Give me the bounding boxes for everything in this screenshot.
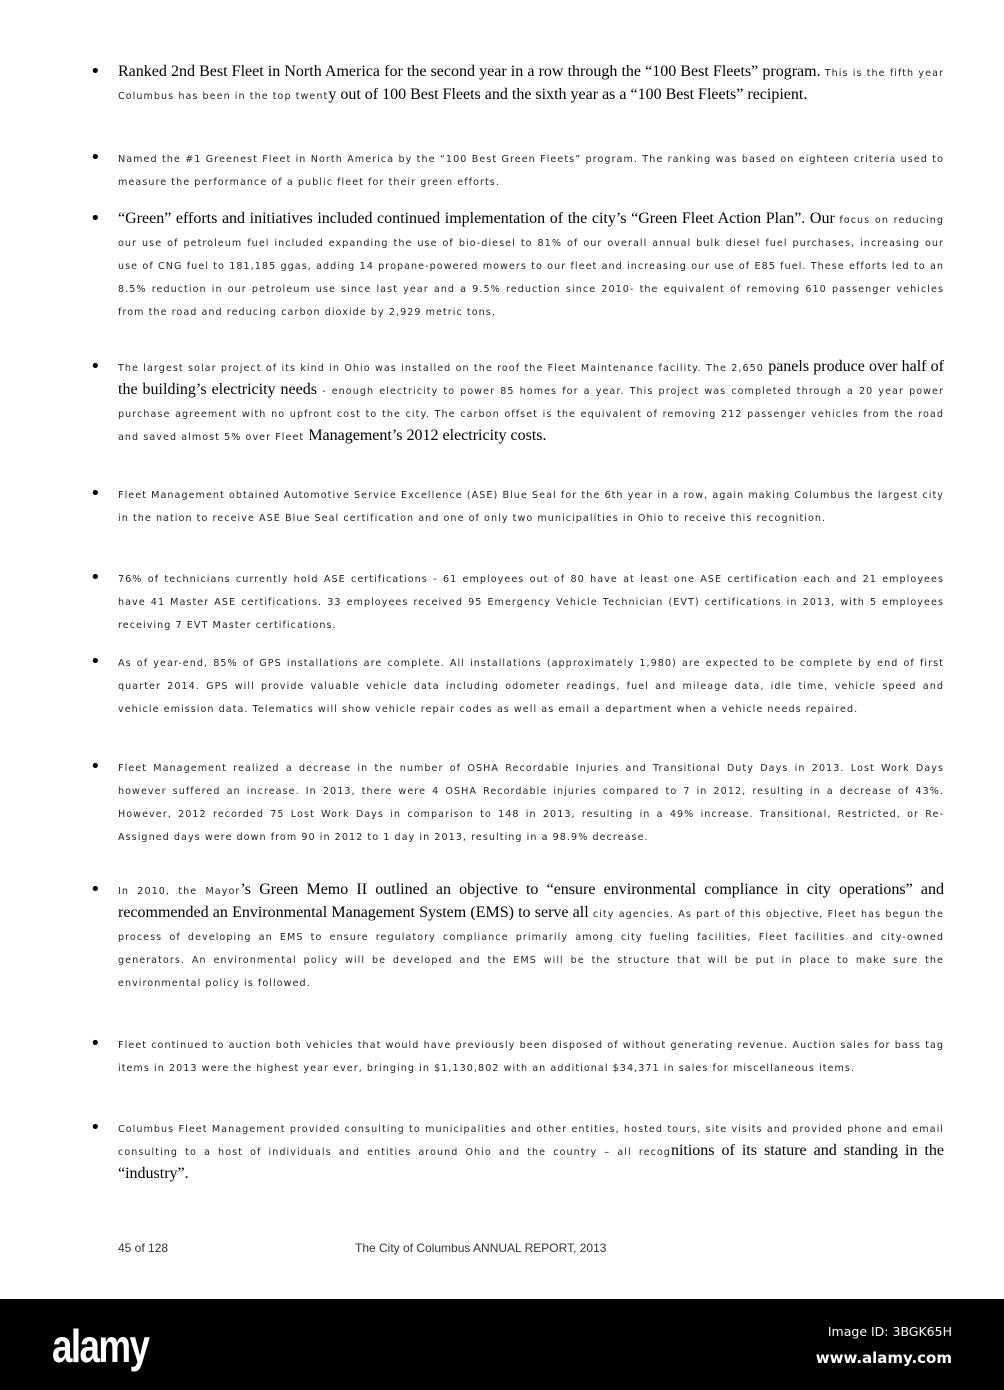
text: Management’s 2012 electricity costs. [308, 427, 547, 444]
list-item [118, 567, 944, 636]
page-number: 45 of 128 [118, 1241, 169, 1255]
text: “Green” efforts and initiatives included continued implementation of the city’s “Green Fleet Action Plan”. Our [118, 210, 840, 227]
text: Ranked 2nd Best Fleet in North America for the second year in a row through the “100 Best Fleets” program. [118, 63, 825, 80]
text: Named the #1 Greenest Fleet in North America by the “100 Best Green Fleets” program. The ranking was based on eighteen criteria used to measure the performance of a public fleet for their green efforts. [118, 154, 944, 188]
text: nitions of its stature and standing in the “industry”. [118, 1142, 945, 1182]
text: Columbus Fleet Management provided consulting to municipalities and other entities, hosted tours, site visits and provided phone and email consulting to a host of individuals and entities around Ohio and the country – all recog [118, 1124, 944, 1158]
text: focus on reducing our use of petroleum fuel included expanding the use of bio-diesel to 81% of our overall annual bulk diesel fuel purchases, increasing our use of CNG fuel to 181,185 ggas, adding 14 propane-powered mowers to our fleet and increasing our use of E85 fuel. These efforts led to an 8.5% reduction in our petroleum use since last year and a 9.5% reduction since 2010- the equivalent of removing 610 passenger vehicles from the road and reducing carbon dioxide by 2,929 metric tons. [118, 215, 944, 318]
image-id: Image ID: 3BGK65H [827, 1324, 952, 1339]
text: The largest solar project of its kind in Ohio was installed on the roof the Fleet Maintenance facility. The 2,650 [118, 363, 769, 374]
text: This is the fifth year Columbus has been in the top twent [118, 68, 944, 102]
text: In 2010, the Mayor [118, 886, 241, 897]
text: - enough electricity to power 85 homes for a year. This project was completed through a 20 year power purchase agreement with no upfront cost to the city. The carbon offset is the equivalent of removing 212 passenger vehicles from the road and saved almost 5% over Fleet [118, 386, 944, 443]
text: Fleet Management obtained Automotive Service Excellence (ASE) Blue Seal for the 6th year in a row, again making Columbus the largest city in the nation to receive ASE Blue Seal certification and one of only two municipalities in Ohio to receive this recognition. [118, 490, 944, 524]
text: y out of 100 Best Fleets and the sixth year as a “100 Best Fleets” recipient. [328, 86, 808, 103]
report-title: The City of Columbus ANNUAL REPORT, 2013 [355, 1241, 607, 1255]
list-item [118, 1117, 944, 1184]
text: Fleet Management realized a decrease in the number of OSHA Recordable Injuries and Transitional Duty Days in 2013. Lost Work Days however suffered an increase. In 2013, there were 4 OSHA Recordable injuries compared to 7 in 2012, resulting in a decrease of 43%. However, 2012 recorded 75 Lost Work Days in comparison to 148 in 2013, resulting in a 49% increase. Transitional, Restricted, or Re-Assigned days were down from 90 in 2012 to 1 day in 2013, resulting in a 98.9% decrease. [118, 763, 944, 843]
list-item [118, 651, 944, 720]
list-item [118, 1033, 944, 1079]
text: panels produce over half of the building’s electricity needs [118, 358, 944, 398]
alamy-logo: alamy [52, 1320, 149, 1372]
list-item [118, 208, 944, 323]
text: As of year-end, 85% of GPS installations are complete. All installations (approximately 1,980) are expected to be complete by end of first quarter 2014. GPS will provide valuable vehicle data including odometer readings, fuel and mileage data, idle time, vehicle speed and vehicle emission data. Telematics will show vehicle repair codes as well as email a department when a vehicle needs repaired. [118, 658, 944, 715]
text: Fleet continued to auction both vehicles that would have previously been disposed of without generating revenue. Auction sales for bass tag items in 2013 were the highest year ever, bringing in $1,130,802 with an additional $34,371 in sales for miscellaneous items. [118, 1040, 944, 1074]
list-item [118, 61, 944, 107]
list-item [118, 147, 944, 193]
text: ’s Green Memo II outlined an objective to “ensure environmental compliance in city operations” and recommended an Environmental Management System (EMS) to serve all [118, 881, 944, 921]
list-item [118, 879, 944, 994]
watermark-bar [0, 1299, 1004, 1390]
watermark-url: www.alamy.com [815, 1349, 952, 1367]
text: city agencies. As part of this objective, Fleet has begun the process of developing an EMS to ensure regulatory compliance primarily among city fueling facilities, Fleet facilities and city-owned generators. An environmental policy will be developed and the EMS will be the structure that will be put in place to make sure the environmental policy is followed. [118, 909, 945, 989]
list-item [118, 356, 944, 448]
list-item [118, 756, 944, 848]
list-item [118, 483, 944, 529]
text: 76% of technicians currently hold ASE certifications - 61 employees out of 80 have at least one ASE certification each and 21 employees have 41 Master ASE certifications. 33 employees received 95 Emergency Vehicle Technician (EVT) certifications in 2013, with 5 employees receiving 7 EVT Master certifications. [118, 574, 944, 631]
